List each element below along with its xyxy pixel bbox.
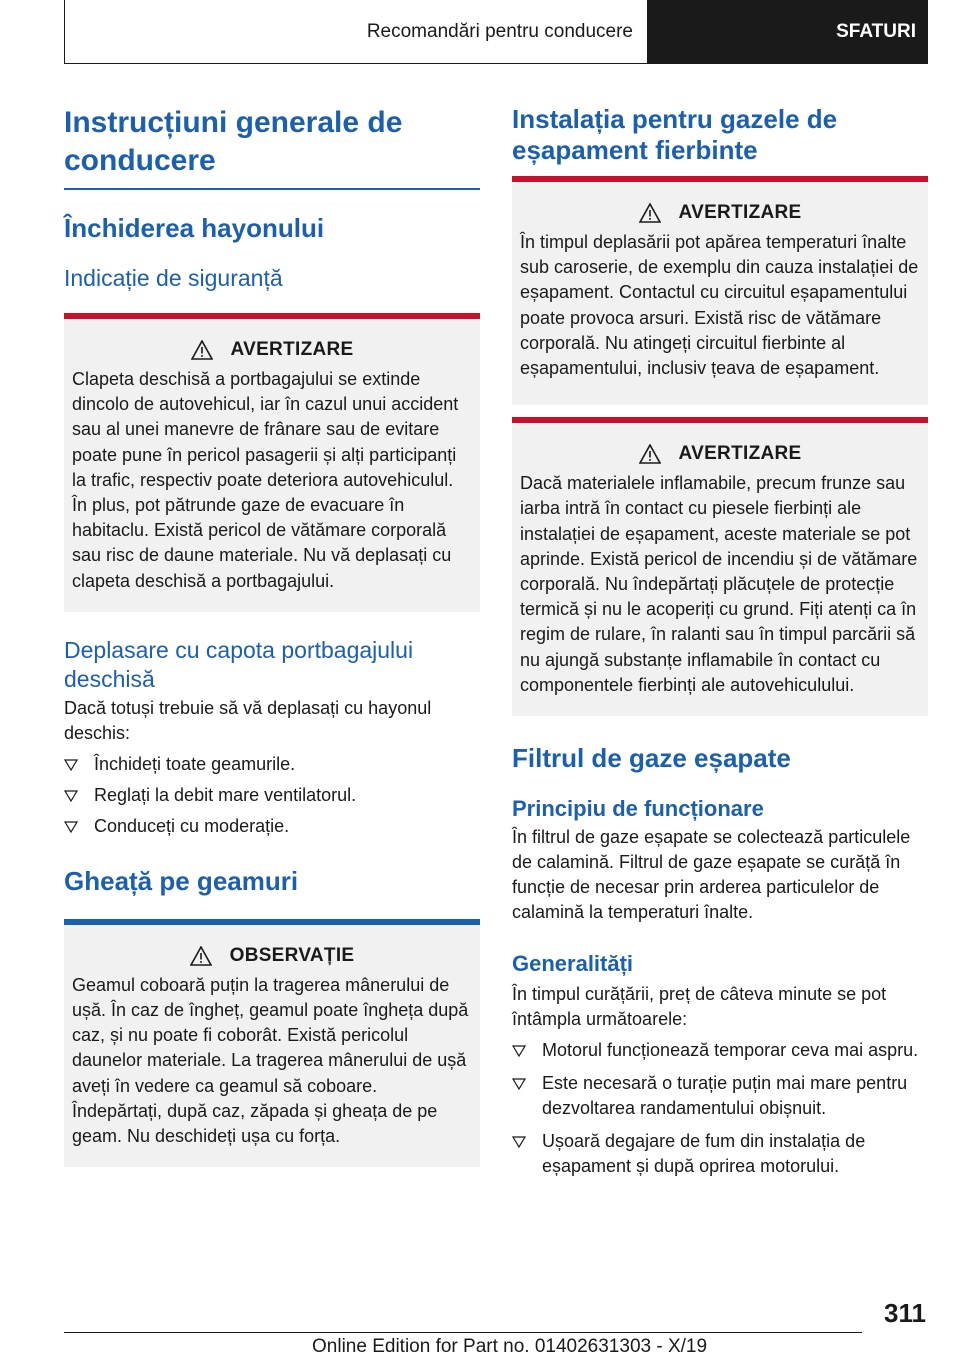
warning-title bbox=[520, 200, 920, 226]
general-intro-text: În timpul curățării, preț de câteva minute se pot întâmpla următoarele: bbox=[512, 984, 887, 1030]
warning-title bbox=[72, 337, 472, 363]
footer-rule bbox=[64, 1332, 862, 1333]
chapter-tab: SFATURI bbox=[648, 0, 928, 64]
heading-operating-principle: Principiu de funcționare bbox=[512, 796, 764, 822]
list-item: Ușoară degajare de fum din instalația de eșapament și după oprirea motorului. bbox=[512, 1129, 928, 1179]
warning-icon bbox=[190, 946, 212, 966]
heading-safety-note: Indicație de siguranță bbox=[64, 265, 283, 291]
principle-text: În filtrul de gaze eșapate se colectează particulele de calamină. Filtrul de gaze eșapate se curăță în funcție de necesar prin arderea particulelor de calamină la temperaturi înalte. bbox=[512, 827, 911, 923]
list-item: Închideți toate geamurile. bbox=[64, 752, 480, 777]
triangle-bullet-icon bbox=[64, 821, 78, 833]
triangle-bullet-icon bbox=[512, 1078, 526, 1090]
warning-text: În timpul deplasării pot apărea temperaturi înalte sub caroserie, de exemplu din cauza instalației de eșapament. Contactul cu circuitul eșapamentului poate provoca arsuri. Există risc de vătămare corporală. Nu atingeți circuitul fierbinte al eșapamentului, inclusiv țeava de eșapament. bbox=[520, 232, 919, 379]
note-label: OBSERVAȚIE bbox=[229, 944, 355, 966]
warning-label: AVERTIZARE bbox=[678, 202, 802, 223]
right-column bbox=[512, 100, 928, 1179]
note-text: Geamul coboară puțin la tragerea mânerului de ușă. În caz de îngheț, geamul poate îngheța după caz, și nu poate fi coborât. Există pericolul daunelor materiale. La tragerea mânerului de ușă aveți în vedere ca geamul să coboare. Îndepărtați, după caz, zăpada și gheața de pe geam. Nu deschideți ușa cu forța. bbox=[72, 974, 469, 1147]
warning-icon bbox=[639, 444, 661, 464]
warning-text: Dacă materialele inflamabile, precum frunze sau iarba intră în contact cu piesele fierbinți ale instalației de eșapament, aceste materiale se pot aprinde. Există pericol de incendiu și de vătămare corporală. Nu îndepărtați plăcuțele de protecție termică și nu le acoperiți cu grund. Fiți atenți ca în regim de rulare, în ralanti sau în timpul parcării să nu ajungă substanțe inflamabile în contact cu componentele fierbinți ale autovehiculului. bbox=[520, 473, 918, 695]
triangle-bullet-icon bbox=[64, 759, 78, 771]
note-title bbox=[72, 943, 472, 969]
warning-text: Clapeta deschisă a portbagajului se extinde dincolo de autovehicul, iar în cazul unui accident sau al unei manevre de frânare sau de evitare poate pune în pericol pasagerii și alți participanți la trafic, respectiv poate deteriora autovehiculul. În plus, pot pătrunde gaze de evacuare în habitaclu. Există pericol de vătămare corporală sau risc de daune materiale. Nu vă deplasați cu clapeta deschisă a portbagajului. bbox=[72, 369, 459, 591]
triangle-bullet-icon bbox=[512, 1136, 526, 1148]
effects-list bbox=[512, 1038, 928, 1179]
heading-particle-filter: Filtrul de gaze eșapate bbox=[512, 743, 791, 774]
warning-icon bbox=[191, 340, 213, 360]
list-item: Conduceți cu moderație. bbox=[64, 814, 480, 839]
heading-ice-on-windows: Gheață pe geamuri bbox=[64, 865, 299, 896]
note-box-ice bbox=[64, 919, 480, 1167]
warning-title bbox=[520, 441, 920, 467]
warning-label: AVERTIZARE bbox=[678, 443, 802, 465]
left-column bbox=[64, 100, 480, 1167]
title-hot-exhaust: Instalația pentru gazele de eșapament fierbinte bbox=[512, 104, 838, 165]
section-title: Recomandări pentru conducere bbox=[64, 0, 648, 64]
title-rule bbox=[64, 188, 480, 190]
page-header bbox=[64, 0, 928, 64]
title-general-driving: Instrucțiuni generale de conducere bbox=[64, 106, 403, 177]
warning-icon bbox=[639, 203, 661, 223]
warning-box-tailgate bbox=[64, 313, 480, 612]
warning-label: AVERTIZARE bbox=[230, 339, 354, 360]
warning-box-hot-exhaust bbox=[512, 176, 928, 405]
list-item: Motorul funcționează temporar ceva mai aspru. bbox=[512, 1038, 928, 1063]
intro-open-trunk: Dacă totuși trebuie să vă deplasați cu hayonul deschis: bbox=[64, 697, 432, 743]
steps-list bbox=[64, 752, 480, 839]
list-item: Este necesară o turație puțin mai mare pentru dezvoltarea randamentului obișnuit. bbox=[512, 1071, 928, 1121]
heading-tailgate-closing: Închiderea hayonului bbox=[64, 213, 325, 243]
list-item: Reglați la debit mare ventilatorul. bbox=[64, 783, 480, 808]
page-number: 311 bbox=[884, 1298, 926, 1328]
edition-footer: Online Edition for Part no. 01402631303 - X/19 bbox=[312, 1336, 708, 1357]
triangle-bullet-icon bbox=[64, 790, 78, 802]
triangle-bullet-icon bbox=[512, 1045, 526, 1057]
heading-driving-open-trunk: Deplasare cu capota portbagajului deschisă bbox=[64, 636, 414, 692]
heading-general-info: Generalități bbox=[512, 951, 634, 977]
warning-box-flammable bbox=[512, 417, 928, 716]
